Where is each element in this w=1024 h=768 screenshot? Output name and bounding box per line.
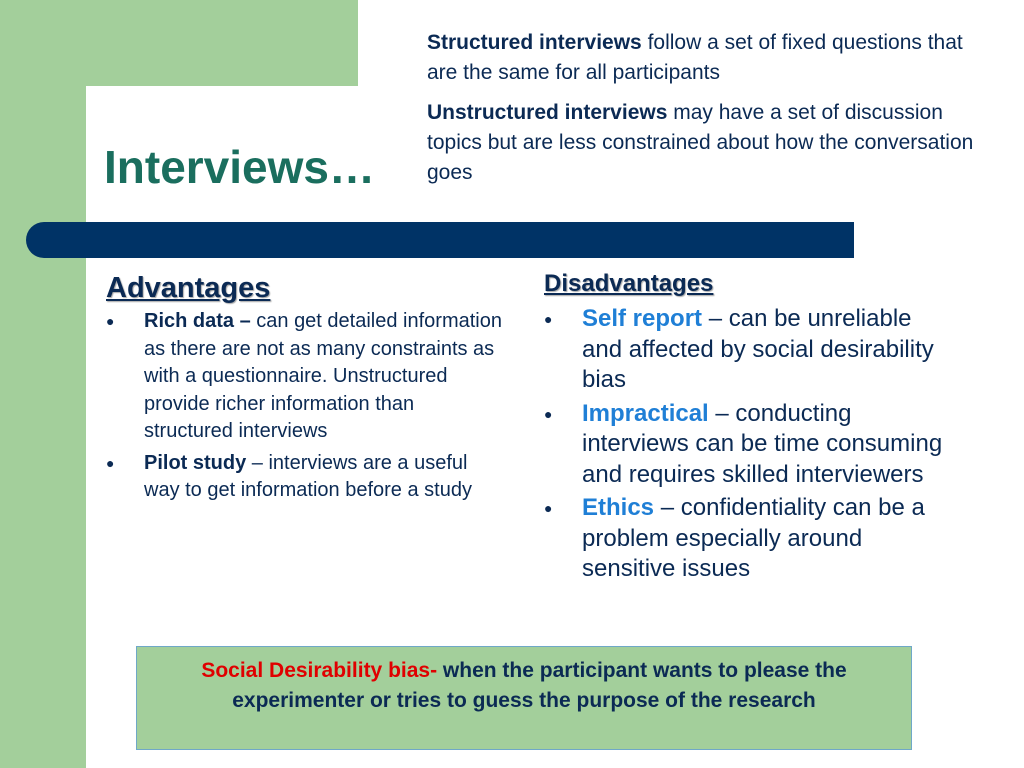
bullet-icon: ●: [544, 405, 553, 422]
list-item: [106, 450, 506, 505]
disadvantages-heading: Disadvantages: [544, 270, 714, 297]
green-side-band: [0, 0, 86, 768]
definition-term: Structured interviews: [427, 31, 642, 54]
title-divider-bar: [26, 222, 854, 258]
item-term: Rich data –: [144, 310, 251, 332]
disadvantages-list: [544, 304, 944, 585]
list-item: [544, 399, 944, 491]
item-text: – confidentiality can be a problem especially around sensitive issues: [582, 494, 925, 582]
item-term: Impractical: [582, 399, 709, 427]
disadvantages-column: [544, 268, 944, 588]
item-text: – conducting interviews can be time consuming and requires skilled interviewers: [582, 399, 943, 488]
green-top-band: [0, 0, 358, 86]
list-item: [106, 308, 506, 446]
bullet-icon: ●: [106, 313, 115, 329]
definition-text: may have a set of discussion topics but are less constrained about how the conversation goes: [427, 101, 974, 184]
bullet-icon: ●: [544, 500, 553, 516]
definition-unstructured: [427, 98, 997, 188]
note-term: Social Desirability bias-: [201, 659, 438, 682]
definition-note-box: [136, 646, 912, 750]
list-item: [544, 304, 944, 396]
item-text: – interviews are a useful way to get information before a study: [144, 451, 472, 501]
item-term: Pilot study: [144, 451, 247, 474]
definition-term: Unstructured interviews: [427, 101, 668, 124]
note-text: when the participant wants to please the experimenter or tries to guess the purpose of the research: [232, 659, 847, 712]
bullet-icon: ●: [544, 311, 553, 327]
item-text: – can be unreliable and affected by social desirability bias: [582, 305, 934, 393]
advantages-heading: Advantages: [106, 272, 271, 304]
item-text: can get detailed information as there are not as many constraints as with a questionnaire. Unstructured provide richer information than structured interviews: [144, 310, 502, 442]
definition-text: follow a set of fixed questions that are the same for all participants: [427, 31, 963, 84]
item-term: Self report: [582, 305, 703, 332]
list-item: [544, 493, 944, 585]
bullet-icon: ●: [106, 454, 115, 471]
slide-title: Interviews…: [104, 141, 375, 193]
item-term: Ethics: [582, 494, 655, 521]
advantages-list: [106, 308, 506, 505]
definition-structured: [427, 28, 997, 88]
definitions-block: [427, 28, 997, 198]
advantages-column: [106, 270, 506, 509]
